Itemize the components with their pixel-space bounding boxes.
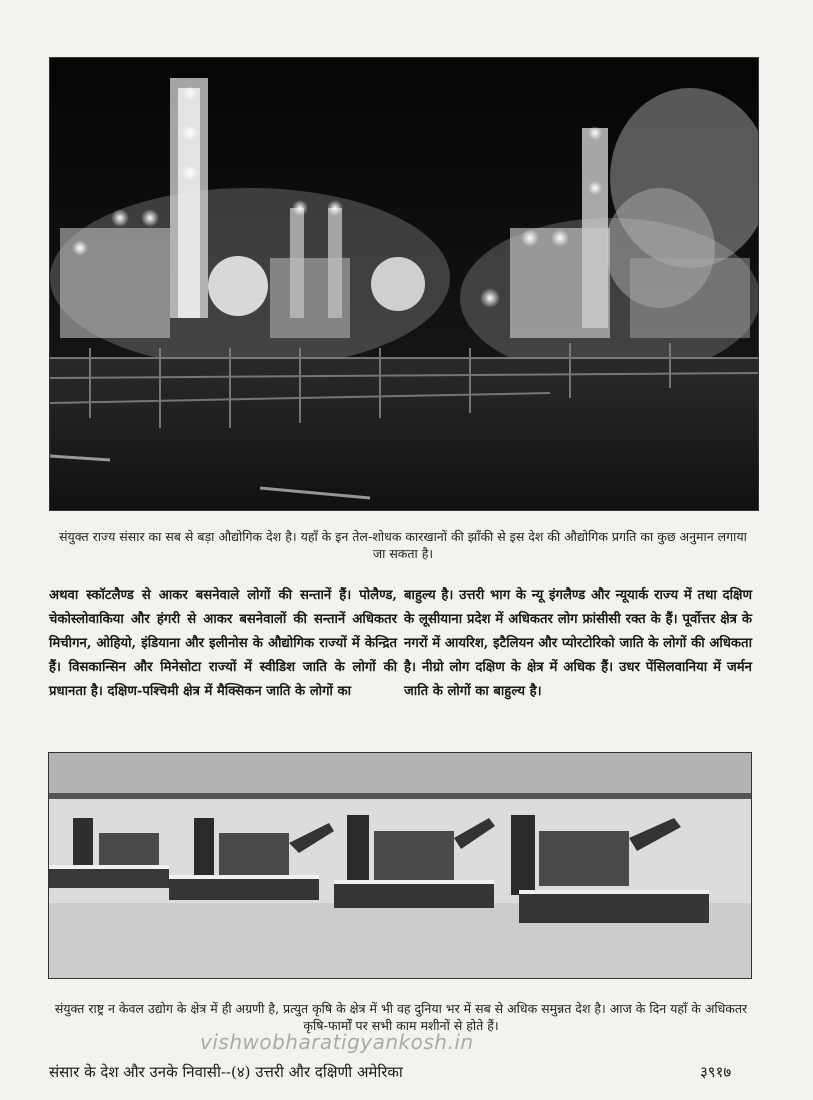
harvesters-illustration (49, 753, 751, 978)
harvesters-photo (48, 752, 752, 979)
harvesters-photo-caption: संयुक्त राष्ट्र न केवल उद्योग के क्षेत्र में ही अग्रणी है, प्रत्युत कृषि के क्षेत्र में भी वह दुनिया भर में सब से अधिक समुन्नत देश है। आज के दिन यहाँ के अधिकतर कृषि-फार्मों पर सभी काम मशीनों से होते हैं। (54, 1001, 748, 1033)
page-number: ३९१७ (700, 1063, 732, 1081)
refinery-photo (49, 57, 759, 511)
running-footer-title: संसार के देश और उनके निवासी--(४) उत्तरी और दक्षिणी अमेरिका (49, 1063, 403, 1081)
refinery-illustration (50, 58, 758, 510)
watermark: vishwobharatigyankosh.in (200, 1030, 474, 1054)
body-text-left-column: अथवा स्कॉटलैण्ड से आकर बसनेवाले लोगों की सन्तानें हैं। पोलैण्ड, चेकोस्लोवाकिया और हंगरी से आकर बसनेवालों की सन्तानें अधिकतर मिचीगन, ओहियो, इंडियाना और इलीनोस के औद्योगिक राज्यों में केन्द्रित हैं। विसकान्सिन और मिनेसोटा राज्यों में स्वीडिश जाति के लोगों की प्रधानता है। दक्षिण-पश्चिमी क्षेत्र में मैक्सिकन जाति के लोगों का (49, 588, 397, 699)
refinery-photo-caption: संयुक्त राज्य संसार का सब से बड़ा औद्योगिक देश है। यहाँ के इन तेल-शोधक कारखानों की झाँकी से इस देश की औद्योगिक प्रगति का कुछ अनुमान लगाया जा सकता है। (59, 529, 747, 561)
body-text-right-column: बाहुल्य है। उत्तरी भाग के न्यू इंगलैण्ड और न्यूयार्क राज्य में तथा दक्षिण के लूसीयाना प्रदेश में अधिकतर लोग फ्रांसीसी रक्त के हैं। पूर्वोत्तर क्षेत्र के नगरों में आयरिश, इटैलियन और प्योरटोरिको जाति के लोगों की अधिकता है। नीग्रो लोग दक्षिण के क्षेत्र में अधिक हैं। उधर पेंसिलवानिया में जर्मन जाति के लोगों का बाहुल्य है। (404, 588, 752, 699)
